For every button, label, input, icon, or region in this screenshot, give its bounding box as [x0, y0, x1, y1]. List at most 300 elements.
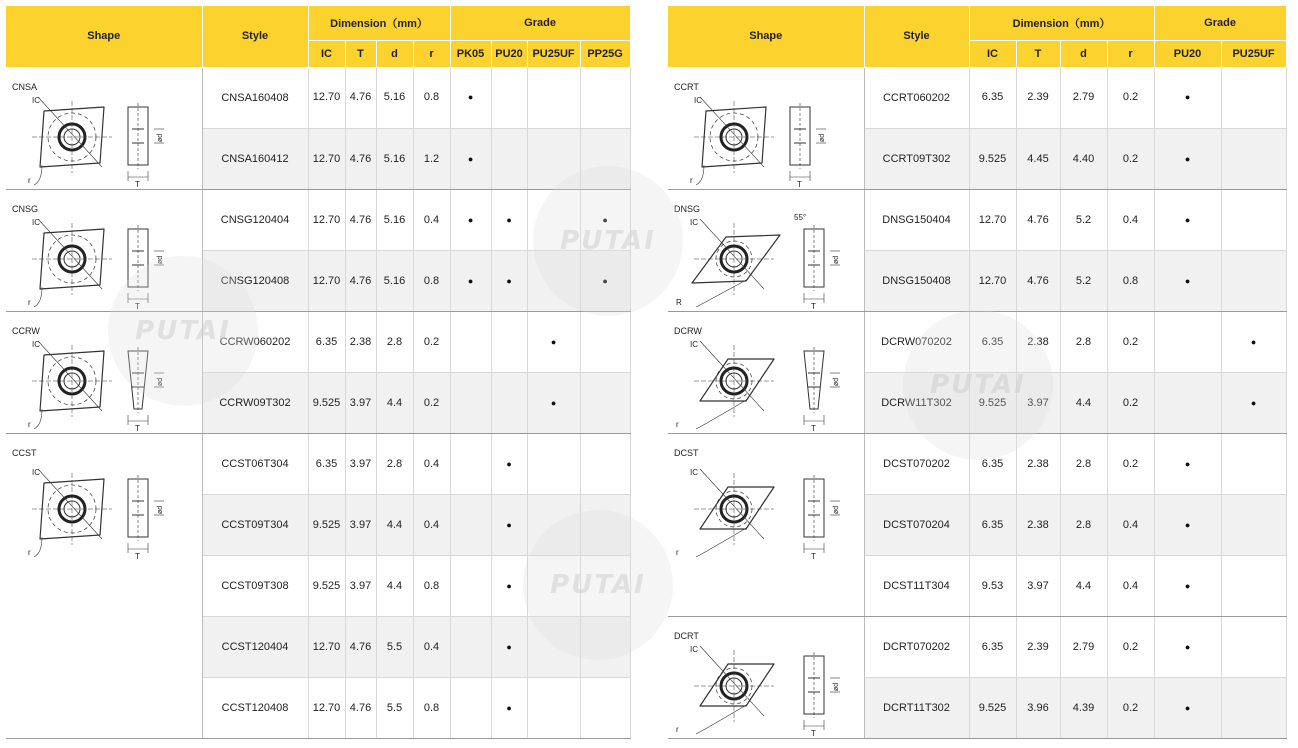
- grade-cell-pu20: [491, 616, 527, 677]
- diagram-label-d: ød: [157, 255, 164, 264]
- d-cell: 5.16: [376, 128, 413, 189]
- insert-diagram: [668, 434, 864, 617]
- rhombus80-insert-drawing: [32, 97, 112, 185]
- grade-cell-pk05: [450, 677, 491, 738]
- availability-dot-icon: ●: [602, 214, 608, 225]
- dim-ic-header: IC: [969, 41, 1016, 68]
- grade-cell-pu20: [1154, 677, 1221, 738]
- shape-cell: [668, 311, 864, 433]
- grade-cell-pp25g: [580, 433, 630, 494]
- d-cell: 4.39: [1060, 677, 1107, 738]
- table-row: [6, 67, 630, 128]
- availability-dot-icon: ●: [506, 702, 512, 713]
- grade-pu20-header: PU20: [1154, 41, 1221, 68]
- insert-diagram: [668, 190, 864, 312]
- diagram-label-d: ød: [157, 133, 164, 142]
- diagram-label-r: r: [676, 419, 679, 429]
- grade-pu25uf-header: PU25UF: [527, 41, 580, 68]
- grade-pp25g-header: PP25G: [580, 41, 630, 68]
- r-cell: 0.2: [1107, 677, 1154, 738]
- t-cell: 4.76: [345, 616, 376, 677]
- grade-cell-pu20: [491, 128, 527, 189]
- availability-dot-icon: ●: [1184, 275, 1191, 286]
- grade-cell-pu20: [491, 67, 527, 128]
- diagram-label-ic: IC: [690, 467, 698, 477]
- availability-dot-icon: ●: [602, 275, 608, 286]
- grade-cell-pp25g: [580, 189, 630, 250]
- table-row: [6, 189, 630, 250]
- diagram-label-r: r: [28, 419, 31, 429]
- availability-dot-icon: ●: [550, 397, 557, 408]
- grade-cell-pp25g: [580, 311, 630, 372]
- availability-dot-icon: ●: [506, 519, 512, 530]
- ic-cell: 12.70: [308, 189, 345, 250]
- table-row: [6, 433, 630, 494]
- watermark-text: PUTAI: [560, 226, 656, 256]
- grade-cell-pu25uf: [1221, 677, 1286, 738]
- t-cell: 3.97: [345, 372, 376, 433]
- availability-dot-icon: ●: [506, 275, 512, 286]
- dimension-header: Dimension（mm）: [969, 6, 1154, 41]
- shape-name: DNSG: [674, 203, 701, 214]
- table-row: [668, 433, 1286, 494]
- grade-cell-pu25uf: [527, 189, 580, 250]
- grade-cell-pp25g: [580, 616, 630, 677]
- style-cell: DCRW11T302: [864, 372, 969, 433]
- insert-diagram: [668, 68, 864, 190]
- shape-cell: [668, 433, 864, 616]
- rhombus80-insert-drawing: [32, 341, 112, 429]
- watermark-text: PUTAI: [550, 570, 646, 600]
- dim-t-header: T: [1016, 41, 1060, 68]
- grade-cell-pu25uf: [1221, 616, 1286, 677]
- ic-cell: 12.70: [308, 616, 345, 677]
- r-cell: 0.2: [413, 372, 450, 433]
- d-cell: 5.5: [376, 677, 413, 738]
- ic-cell: 6.35: [969, 433, 1016, 494]
- r-cell: 0.8: [413, 67, 450, 128]
- table-row: [668, 67, 1286, 128]
- shape-name: DCRT: [674, 630, 699, 641]
- availability-dot-icon: ●: [467, 275, 474, 286]
- dim-ic-header: IC: [308, 41, 345, 68]
- ic-cell: 12.70: [308, 128, 345, 189]
- grade-cell-pp25g: [580, 128, 630, 189]
- diagram-label-angle: 55°: [794, 212, 807, 222]
- grade-cell-pu25uf: [527, 677, 580, 738]
- table-row: [668, 189, 1286, 250]
- style-cell: CNSG120404: [202, 189, 308, 250]
- ic-cell: 9.525: [969, 372, 1016, 433]
- shape-name: CCRW: [12, 325, 40, 336]
- grade-cell-pu25uf: [527, 433, 580, 494]
- table-row: [668, 311, 1286, 372]
- style-cell: CCST120408: [202, 677, 308, 738]
- diagram-label-d: ød: [819, 133, 826, 142]
- dim-t-header: T: [345, 41, 376, 68]
- table-row: [668, 616, 1286, 677]
- diagram-label-ic: IC: [32, 217, 40, 227]
- diagram-label-r: r: [690, 175, 693, 185]
- grade-cell-pu25uf: [527, 555, 580, 616]
- t-cell: 4.76: [1016, 189, 1060, 250]
- dim-d-header: d: [1060, 41, 1107, 68]
- ic-cell: 12.70: [308, 250, 345, 311]
- t-cell: 4.76: [1016, 250, 1060, 311]
- style-cell: DCST11T304: [864, 555, 969, 616]
- style-cell: CCST120404: [202, 616, 308, 677]
- grade-cell-pu25uf: [1221, 555, 1286, 616]
- d-cell: 4.4: [1060, 555, 1107, 616]
- grade-cell-pu25uf: [1221, 67, 1286, 128]
- rhombus55b-insert-drawing: [694, 469, 774, 557]
- d-cell: 2.8: [1060, 494, 1107, 555]
- diagram-label-t: T: [135, 179, 140, 189]
- grade-cell-pu20: [1154, 433, 1221, 494]
- shape-name: CNSA: [12, 81, 38, 92]
- availability-dot-icon: ●: [1184, 153, 1191, 164]
- r-cell: 0.2: [1107, 67, 1154, 128]
- d-cell: 4.4: [376, 372, 413, 433]
- shape-name: CNSG: [12, 203, 39, 214]
- ic-cell: 12.70: [969, 250, 1016, 311]
- style-cell: DCRT11T302: [864, 677, 969, 738]
- ic-cell: 6.35: [969, 494, 1016, 555]
- watermark-text: PUTAI: [930, 370, 1026, 400]
- t-cell: 4.45: [1016, 128, 1060, 189]
- diagram-label-t: T: [811, 301, 816, 311]
- grade-header: Grade: [1154, 6, 1286, 41]
- grade-cell-pu20: [491, 433, 527, 494]
- availability-dot-icon: ●: [1184, 702, 1191, 713]
- style-cell: CCRT060202: [864, 67, 969, 128]
- diagram-label-ic: IC: [32, 467, 40, 477]
- shape-cell: [6, 311, 202, 433]
- r-cell: 0.8: [413, 555, 450, 616]
- diagram-label-t: T: [811, 551, 816, 561]
- grade-cell-pu20: [491, 555, 527, 616]
- left-table: [6, 6, 631, 739]
- shape-cell: [668, 67, 864, 189]
- d-cell: 4.4: [376, 555, 413, 616]
- watermark-text: PUTAI: [135, 316, 231, 346]
- ic-cell: 6.35: [308, 433, 345, 494]
- style-cell: DCST070204: [864, 494, 969, 555]
- diagram-label-d: ød: [833, 505, 840, 514]
- diagram-label-d: ød: [157, 505, 164, 514]
- r-cell: 0.2: [413, 311, 450, 372]
- diagram-label-t: T: [797, 179, 802, 189]
- diagram-label-ic: IC: [690, 644, 698, 654]
- r-cell: 0.2: [1107, 372, 1154, 433]
- availability-dot-icon: ●: [506, 580, 512, 591]
- insert-diagram: [6, 68, 202, 190]
- r-cell: 0.2: [1107, 311, 1154, 372]
- style-cell: CCST09T308: [202, 555, 308, 616]
- r-cell: 0.4: [413, 433, 450, 494]
- t-cell: 2.39: [1016, 616, 1060, 677]
- dim-r-header: r: [1107, 41, 1154, 68]
- style-cell: DCST070202: [864, 433, 969, 494]
- grade-cell-pu20: [1154, 372, 1221, 433]
- r-cell: 0.8: [1107, 250, 1154, 311]
- ic-cell: 9.525: [969, 128, 1016, 189]
- ic-cell: 9.525: [969, 677, 1016, 738]
- availability-dot-icon: ●: [1184, 580, 1191, 591]
- grade-cell-pp25g: [580, 250, 630, 311]
- availability-dot-icon: ●: [467, 92, 474, 103]
- diagram-label-t: T: [135, 423, 140, 433]
- style-cell: DCRT070202: [864, 616, 969, 677]
- diagram-label-ic: IC: [32, 95, 40, 105]
- grade-cell-pk05: [450, 372, 491, 433]
- ic-cell: 6.35: [969, 616, 1016, 677]
- grade-cell-pu25uf: [1221, 128, 1286, 189]
- d-cell: 4.40: [1060, 128, 1107, 189]
- rhombus80-insert-drawing: [32, 469, 112, 557]
- availability-dot-icon: ●: [506, 458, 512, 469]
- t-cell: 4.76: [345, 128, 376, 189]
- grade-cell-pu25uf: [527, 311, 580, 372]
- availability-dot-icon: ●: [1184, 519, 1191, 530]
- grade-cell-pu25uf: [1221, 494, 1286, 555]
- ic-cell: 9.525: [308, 372, 345, 433]
- style-cell: CCST09T304: [202, 494, 308, 555]
- d-cell: 5.5: [376, 616, 413, 677]
- availability-dot-icon: ●: [1184, 641, 1191, 652]
- availability-dot-icon: ●: [467, 214, 474, 225]
- ic-cell: 9.525: [308, 494, 345, 555]
- style-cell: CNSA160412: [202, 128, 308, 189]
- right-table: [668, 6, 1287, 739]
- dimension-header: Dimension（mm）: [308, 6, 450, 41]
- t-cell: 4.76: [345, 250, 376, 311]
- t-cell: 3.97: [345, 433, 376, 494]
- insert-diagram: [6, 434, 202, 739]
- diagram-label-d: ød: [833, 255, 840, 264]
- grade-cell-pp25g: [580, 494, 630, 555]
- grade-pu20-header: PU20: [491, 41, 527, 68]
- style-cell: CNSG120408: [202, 250, 308, 311]
- diagram-label-ic: IC: [690, 217, 698, 227]
- grade-cell-pk05: [450, 616, 491, 677]
- grade-cell-pk05: [450, 494, 491, 555]
- ic-cell: 12.70: [308, 67, 345, 128]
- r-cell: 0.4: [413, 494, 450, 555]
- ic-cell: 12.70: [308, 677, 345, 738]
- dim-r-header: r: [413, 41, 450, 68]
- diagram-label-d: ød: [833, 377, 840, 386]
- ic-cell: 9.53: [969, 555, 1016, 616]
- grade-cell-pu20: [1154, 67, 1221, 128]
- shape-cell: [6, 67, 202, 189]
- t-cell: 3.96: [1016, 677, 1060, 738]
- insert-diagram: [6, 190, 202, 312]
- grade-cell-pu20: [491, 372, 527, 433]
- r-cell: 0.2: [1107, 128, 1154, 189]
- style-cell: CCRW060202: [202, 311, 308, 372]
- table-row: [6, 311, 630, 372]
- grade-cell-pu25uf: [527, 372, 580, 433]
- grade-cell-pk05: [450, 67, 491, 128]
- grade-cell-pu25uf: [1221, 189, 1286, 250]
- availability-dot-icon: ●: [1184, 92, 1191, 103]
- t-cell: 2.38: [1016, 494, 1060, 555]
- d-cell: 2.8: [376, 433, 413, 494]
- shape-name: DCRW: [674, 325, 702, 336]
- shape-cell: [668, 189, 864, 311]
- grade-cell-pu25uf: [527, 494, 580, 555]
- insert-diagram: [668, 617, 864, 739]
- grade-cell-pu20: [1154, 494, 1221, 555]
- r-cell: 0.2: [1107, 433, 1154, 494]
- grade-header: Grade: [450, 6, 630, 41]
- insert-diagram: [668, 312, 864, 434]
- availability-dot-icon: ●: [1184, 214, 1191, 225]
- grade-cell-pu25uf: [527, 616, 580, 677]
- grade-cell-pu25uf: [527, 250, 580, 311]
- grade-cell-pu20: [1154, 616, 1221, 677]
- grade-cell-pu20: [1154, 128, 1221, 189]
- t-cell: 4.76: [345, 67, 376, 128]
- style-header: Style: [202, 6, 308, 67]
- diagram-label-d: ød: [833, 682, 840, 691]
- d-cell: 2.8: [1060, 433, 1107, 494]
- grade-cell-pu20: [1154, 311, 1221, 372]
- r-cell: 1.2: [413, 128, 450, 189]
- shape-name: DCST: [674, 447, 699, 458]
- diagram-label-r: r: [28, 547, 31, 557]
- diagram-label-t: T: [811, 423, 816, 433]
- grade-cell-pu20: [491, 189, 527, 250]
- grade-cell-pp25g: [580, 555, 630, 616]
- diagram-label-ic: IC: [32, 339, 40, 349]
- grade-cell-pu20: [491, 494, 527, 555]
- grade-cell-pk05: [450, 189, 491, 250]
- d-cell: 5.16: [376, 250, 413, 311]
- grade-cell-pk05: [450, 433, 491, 494]
- grade-cell-pp25g: [580, 372, 630, 433]
- t-cell: 3.97: [1016, 555, 1060, 616]
- r-cell: 0.8: [413, 250, 450, 311]
- grade-cell-pu25uf: [1221, 372, 1286, 433]
- shape-name: CCST: [12, 447, 37, 458]
- ic-cell: 6.35: [308, 311, 345, 372]
- style-cell: CCRT09T302: [864, 128, 969, 189]
- grade-cell-pu25uf: [527, 128, 580, 189]
- r-cell: 0.2: [1107, 616, 1154, 677]
- availability-dot-icon: ●: [1184, 458, 1191, 469]
- grade-cell-pp25g: [580, 677, 630, 738]
- d-cell: 5.2: [1060, 189, 1107, 250]
- t-cell: 2.38: [1016, 433, 1060, 494]
- diagram-label-t: T: [135, 301, 140, 311]
- r-cell: 0.4: [1107, 494, 1154, 555]
- d-cell: 4.4: [1060, 372, 1107, 433]
- rhombus55b-insert-drawing: [694, 646, 774, 734]
- diagram-label-d: ød: [157, 377, 164, 386]
- t-cell: 2.38: [345, 311, 376, 372]
- d-cell: 2.8: [376, 311, 413, 372]
- grade-cell-pk05: [450, 311, 491, 372]
- insert-diagram: [6, 312, 202, 434]
- shape-cell: [6, 433, 202, 738]
- ic-cell: 6.35: [969, 67, 1016, 128]
- r-cell: 0.4: [413, 616, 450, 677]
- r-cell: 0.4: [413, 189, 450, 250]
- shape-header: Shape: [668, 6, 864, 67]
- t-cell: 4.76: [345, 677, 376, 738]
- style-cell: CCST06T304: [202, 433, 308, 494]
- t-cell: 4.76: [345, 189, 376, 250]
- rhombus80-insert-drawing: [32, 219, 112, 307]
- grade-cell-pu20: [1154, 555, 1221, 616]
- style-cell: DCRW070202: [864, 311, 969, 372]
- grade-pk05-header: PK05: [450, 41, 491, 68]
- rhombus55-insert-drawing: [692, 219, 780, 307]
- shape-cell: [6, 189, 202, 311]
- grade-cell-pu20: [491, 311, 527, 372]
- style-cell: DNSG150404: [864, 189, 969, 250]
- ic-cell: 9.525: [308, 555, 345, 616]
- d-cell: 4.4: [376, 494, 413, 555]
- diagram-label-R: R: [676, 297, 682, 307]
- rhombus80-insert-drawing: [694, 97, 774, 185]
- t-cell: 3.97: [1016, 372, 1060, 433]
- diagram-label-ic: IC: [690, 339, 698, 349]
- t-cell: 2.38: [1016, 311, 1060, 372]
- grade-cell-pu25uf: [527, 67, 580, 128]
- diagram-label-r: r: [28, 175, 31, 185]
- diagram-label-ic: IC: [694, 95, 702, 105]
- grade-cell-pu20: [491, 677, 527, 738]
- diagram-label-r: r: [676, 547, 679, 557]
- grade-cell-pk05: [450, 555, 491, 616]
- style-header: Style: [864, 6, 969, 67]
- r-cell: 0.8: [413, 677, 450, 738]
- t-cell: 3.97: [345, 494, 376, 555]
- rhombus55b-insert-drawing: [694, 341, 774, 429]
- grade-pu25uf-header: PU25UF: [1221, 41, 1286, 68]
- ic-cell: 12.70: [969, 189, 1016, 250]
- d-cell: 2.79: [1060, 67, 1107, 128]
- d-cell: 5.16: [376, 67, 413, 128]
- grade-cell-pu20: [1154, 189, 1221, 250]
- r-cell: 0.4: [1107, 555, 1154, 616]
- grade-cell-pp25g: [580, 67, 630, 128]
- diagram-label-t: T: [811, 728, 816, 738]
- availability-dot-icon: ●: [550, 336, 557, 347]
- shape-cell: [668, 616, 864, 738]
- style-cell: DNSG150408: [864, 250, 969, 311]
- availability-dot-icon: ●: [1250, 397, 1257, 408]
- dim-d-header: d: [376, 41, 413, 68]
- style-cell: CNSA160408: [202, 67, 308, 128]
- d-cell: 2.8: [1060, 311, 1107, 372]
- t-cell: 2.39: [1016, 67, 1060, 128]
- availability-dot-icon: ●: [467, 153, 474, 164]
- style-cell: CCRW09T302: [202, 372, 308, 433]
- availability-dot-icon: ●: [506, 641, 512, 652]
- d-cell: 2.79: [1060, 616, 1107, 677]
- diagram-label-r: r: [676, 724, 679, 734]
- ic-cell: 6.35: [969, 311, 1016, 372]
- d-cell: 5.16: [376, 189, 413, 250]
- grade-cell-pk05: [450, 128, 491, 189]
- availability-dot-icon: ●: [1250, 336, 1257, 347]
- diagram-label-r: r: [28, 297, 31, 307]
- grade-cell-pu20: [491, 250, 527, 311]
